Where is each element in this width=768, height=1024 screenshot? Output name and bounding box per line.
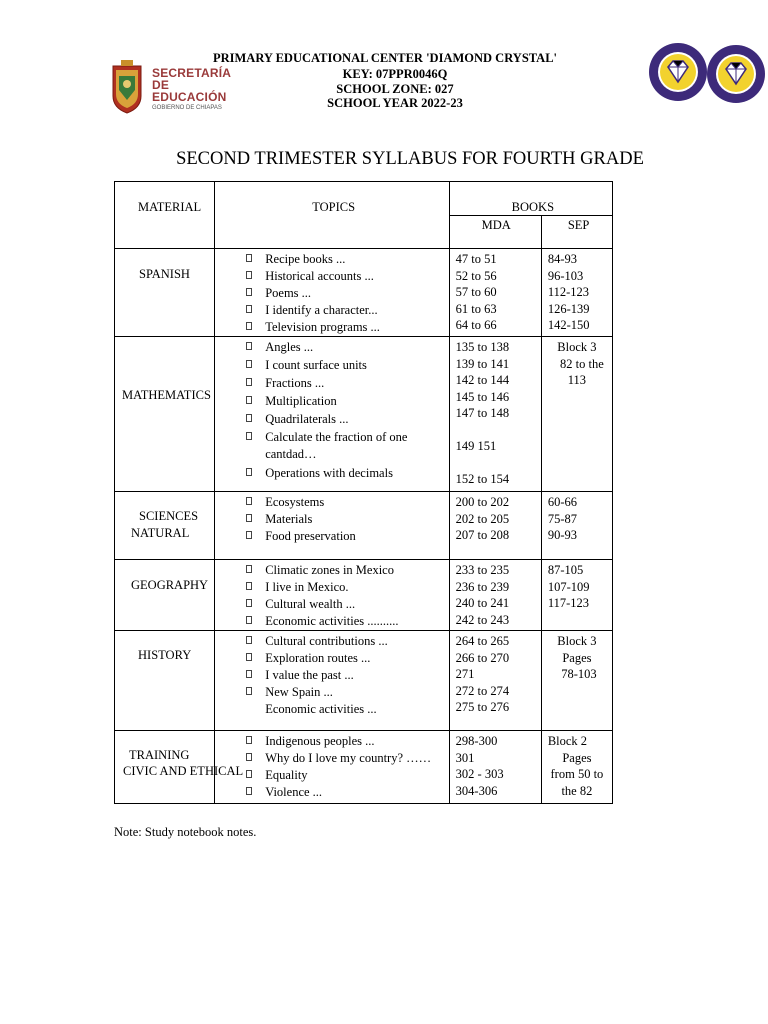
topic-item: Food preservation bbox=[215, 528, 448, 545]
document-title: SECOND TRIMESTER SYLLABUS FOR FOURTH GRADE bbox=[176, 149, 644, 169]
topic-item: I count surface units bbox=[215, 357, 448, 374]
topic-item: Recipe books ... bbox=[215, 251, 448, 268]
topic-item-continued: cantdad… bbox=[265, 447, 317, 461]
logo-line-3: GOBIERNO DE CHIAPAS bbox=[152, 105, 222, 111]
topic-item: Cultural wealth ... bbox=[215, 596, 448, 613]
logo-line-2: DE EDUCACIÓN bbox=[152, 78, 227, 104]
diamond-seal-icon bbox=[706, 44, 766, 104]
topic-item: Indigenous peoples ... bbox=[215, 733, 448, 750]
topic-item: Calculate the fraction of one bbox=[215, 429, 448, 446]
table-row: SCIENCES NATURAL Ecosystems Materials Food preservation 200 to 202 202 to 205 207 to 208 60-66 75-87 90-93 bbox=[115, 492, 613, 560]
logo-line-1: SECRETARÍA bbox=[152, 66, 232, 80]
school-name: PRIMARY EDUCATIONAL CENTER 'DIAMOND CRYSTAL' bbox=[212, 51, 558, 65]
table-row: MATHEMATICS Angles ... I count surface units Fractions ... Multiplication Quadrilaterals ... Calculate the fraction of one cantdad… Operations with decimals 135 to 138 139 to 141 142 to 144 145 to 146 147 to 148 149 151 152 to 154 Block 3 82 to the 113 bbox=[115, 337, 613, 492]
material-cell: TRAINING CIVIC AND ETHICAL bbox=[115, 731, 215, 804]
topic-item: Historical accounts ... bbox=[215, 268, 448, 285]
topic-item: Television programs ... bbox=[215, 319, 448, 336]
material-cell: SPANISH bbox=[115, 249, 215, 337]
topic-item: Poems ... bbox=[215, 285, 448, 302]
material-cell: SCIENCES NATURAL bbox=[115, 492, 215, 560]
topic-item: Violence ... bbox=[215, 784, 448, 801]
table-row: TRAINING CIVIC AND ETHICAL Indigenous peoples ... Why do I love my country? …… Equality Violence ... 298-300 301 302 - 303 304-306 Block 2 Pages from 50 to the 82 bbox=[115, 731, 613, 804]
header-books: BOOKS bbox=[449, 182, 612, 216]
header-material: MATERIAL bbox=[115, 182, 215, 249]
topic-item: I identify a character... bbox=[215, 302, 448, 319]
topic-item: Exploration routes ... bbox=[215, 650, 448, 667]
school-zone: SCHOOL ZONE: 027 bbox=[336, 82, 454, 96]
coat-of-arms-icon bbox=[107, 56, 147, 116]
header-sep: SEP bbox=[541, 216, 612, 249]
topic-item: Fractions ... bbox=[215, 375, 448, 392]
school-year: SCHOOL YEAR 2022-23 bbox=[327, 96, 463, 110]
header-mda: MDA bbox=[449, 216, 541, 249]
topic-item: Materials bbox=[215, 511, 448, 528]
topic-item: I value the past ... bbox=[215, 667, 448, 684]
syllabus-table bbox=[114, 181, 613, 804]
topic-item: Ecosystems bbox=[215, 494, 448, 511]
topic-item: Equality bbox=[215, 767, 448, 784]
topic-item: Why do I love my country? …… bbox=[215, 750, 448, 767]
topic-item: Cultural contributions ... bbox=[215, 633, 448, 650]
school-seal-logo-2 bbox=[706, 44, 766, 104]
topic-item: Quadrilaterals ... bbox=[215, 411, 448, 428]
school-key: KEY: 07PPR0046Q bbox=[342, 67, 448, 81]
topic-item: Angles ... bbox=[215, 339, 448, 356]
material-cell: HISTORY bbox=[115, 631, 215, 731]
diamond-seal-icon bbox=[648, 42, 708, 102]
topic-item: Multiplication bbox=[215, 393, 448, 410]
study-note: Note: Study notebook notes. bbox=[114, 825, 257, 839]
topic-item: Climatic zones in Mexico bbox=[215, 562, 448, 579]
topic-item: I live in Mexico. bbox=[215, 579, 448, 596]
material-cell: MATHEMATICS bbox=[115, 337, 215, 492]
school-seal-logo bbox=[648, 42, 708, 102]
table-row: GEOGRAPHY Climatic zones in Mexico I live in Mexico. Cultural wealth ... Economic activities .......... 233 to 235 236 to 239 240 to 241 242 to 243 87-105 107-109 117-123 bbox=[115, 560, 613, 631]
table-row: SPANISH Recipe books ... Historical accounts ... Poems ... I identify a character... Television programs ... 47 to 51 52 to 56 57 to 60 61 to 63 64 to 66 84-93 96-103 112-123 126-139 142-150 bbox=[115, 249, 613, 337]
topic-item: Economic activities .......... bbox=[215, 613, 448, 630]
topic-item: New Spain ... bbox=[215, 684, 448, 701]
header-topics: TOPICS bbox=[215, 182, 449, 249]
table-row: HISTORY Cultural contributions ... Exploration routes ... I value the past ... New Spain ... Economic activities ... 264 to 265 266 to 270 271 272 to 274 275 to 276 Block 3 Pages 78-103 bbox=[115, 631, 613, 731]
topic-item: Operations with decimals bbox=[215, 465, 448, 482]
material-cell: GEOGRAPHY bbox=[115, 560, 215, 631]
topic-item: Economic activities ... bbox=[265, 702, 377, 716]
